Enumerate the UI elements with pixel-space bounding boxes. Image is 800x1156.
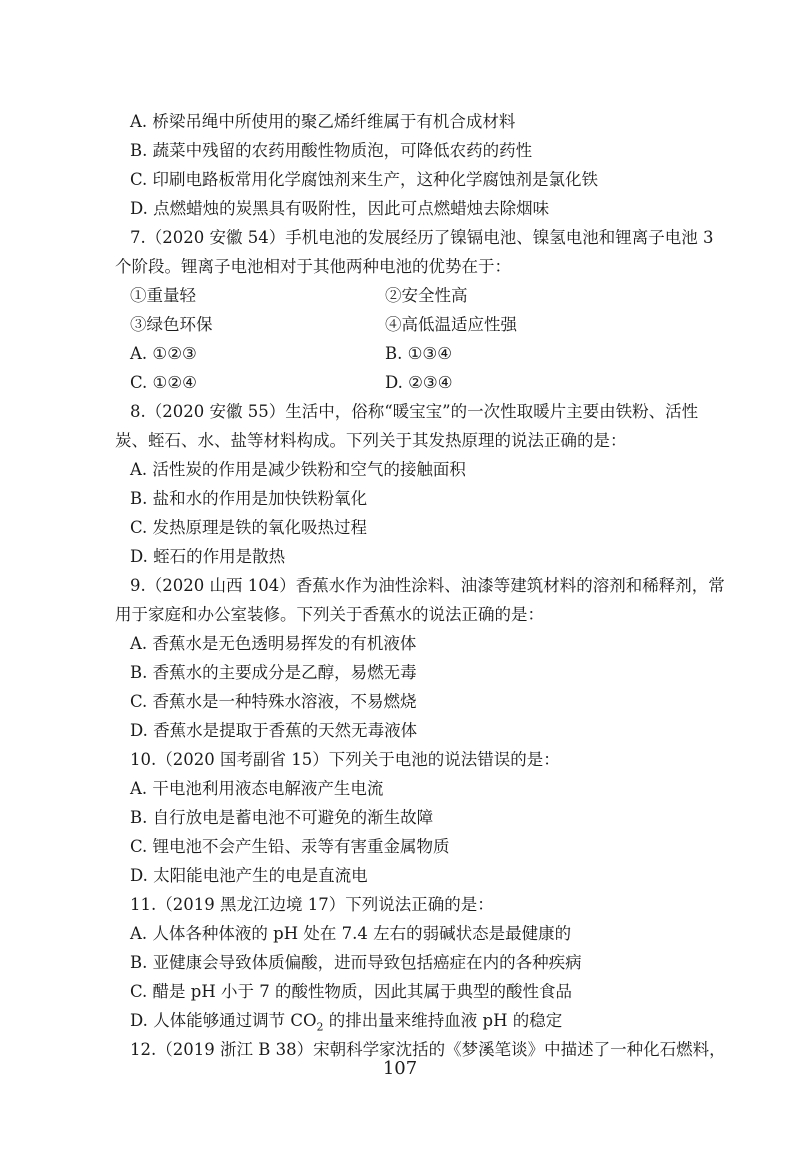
q7-item-2: ②安全性高 (385, 286, 468, 305)
q10-option-a: A. 干电池利用液态电解液产生电流 (130, 779, 384, 798)
question-9-text-cont: 用于家庭和办公室装修。下列关于香蕉水的说法正确的是： (115, 605, 544, 624)
q10-option-c: C. 锂电池不会产生铅、汞等有害重金属物质 (130, 837, 450, 856)
question-7-text: 7.（2020 安徽 54）手机电池的发展经历了镍镉电池、镍氢电池和锂离子电池 3 (130, 228, 714, 247)
q11-option-b: B. 亚健康会导致体质偏酸，进而导致包括癌症在内的各种疾病 (130, 953, 582, 972)
option-b: B. 蔬菜中残留的农药用酸性物质泡，可降低农药的药性 (130, 141, 533, 160)
q9-option-b: B. 香蕉水的主要成分是乙醇，易燃无毒 (130, 663, 417, 682)
option-a: A. 桥梁吊绳中所使用的聚乙烯纤维属于有机合成材料 (130, 112, 516, 131)
q11-option-d (130, 1010, 562, 1038)
question-10-text: 10.（2020 国考副省 15）下列关于电池的说法错误的是： (130, 750, 560, 769)
q8-option-a: A. 活性炭的作用是减少铁粉和空气的接触面积 (130, 460, 466, 479)
q7-option-b: B. ①③④ (385, 344, 452, 363)
q10-option-d: D. 太阳能电池产生的电是直流电 (130, 866, 368, 885)
q9-option-c: C. 香蕉水是一种特殊水溶液，不易燃烧 (130, 692, 417, 711)
q11-option-d-pre: D. 人体能够通过调节 CO (130, 1011, 317, 1030)
question-11-text: 11.（2019 黑龙江边境 17）下列说法正确的是： (130, 895, 494, 914)
question-8-text: 8.（2020 安徽 55）生活中，俗称“暖宝宝”的一次性取暖片主要由铁粉、活性 (130, 402, 699, 421)
q11-option-a: A. 人体各种体液的 pH 处在 7.4 左右的弱碱状态是最健康的 (130, 924, 572, 943)
q7-option-d: D. ②③④ (385, 373, 453, 392)
question-8-text-cont: 炭、蛭石、水、盐等材料构成。下列关于其发热原理的说法正确的是： (115, 431, 627, 450)
q7-item-3: ③绿色环保 (130, 315, 213, 334)
q7-option-a: A. ①②③ (130, 344, 197, 363)
question-7-text-cont: 个阶段。锂离子电池相对于其他两种电池的优势在于： (115, 257, 511, 276)
q10-option-b: B. 自行放电是蓄电池不可避免的渐生故障 (130, 808, 434, 827)
question-9-text: 9.（2020 山西 104）香蕉水作为油性涂料、油漆等建筑材料的溶剂和稀释剂，常 (130, 576, 725, 595)
question-12-text: 12.（2019 浙江 B 38）宋朝科学家沈括的《梦溪笔谈》中描述了一种化石燃料， (130, 1040, 726, 1059)
q8-option-b: B. 盐和水的作用是加快铁粉氧化 (130, 489, 368, 508)
q7-item-4: ④高低温适应性强 (385, 315, 517, 334)
q8-option-d: D. 蛭石的作用是散热 (130, 547, 286, 566)
option-d: D. 点燃蜡烛的炭黑具有吸附性，因此可点燃蜡烛去除烟味 (130, 199, 550, 218)
q9-option-a: A. 香蕉水是无色透明易挥发的有机液体 (130, 634, 417, 653)
q11-option-d-subscript: 2 (316, 1020, 324, 1034)
option-c: C. 印刷电路板常用化学腐蚀剂来生产，这种化学腐蚀剂是氯化铁 (130, 170, 599, 189)
q8-option-c: C. 发热原理是铁的氧化吸热过程 (130, 518, 368, 537)
q7-option-c: C. ①②④ (130, 373, 197, 392)
q7-item-1: ①重量轻 (130, 286, 196, 305)
q11-option-c: C. 醋是 pH 小于 7 的酸性物质，因此其属于典型的酸性食品 (130, 982, 572, 1001)
q9-option-d: D. 香蕉水是提取于香蕉的天然无毒液体 (130, 721, 418, 740)
page-number: 107 (382, 1058, 418, 1079)
q11-option-d-post: 的排出量来维持血液 pH 的稳定 (323, 1011, 563, 1030)
